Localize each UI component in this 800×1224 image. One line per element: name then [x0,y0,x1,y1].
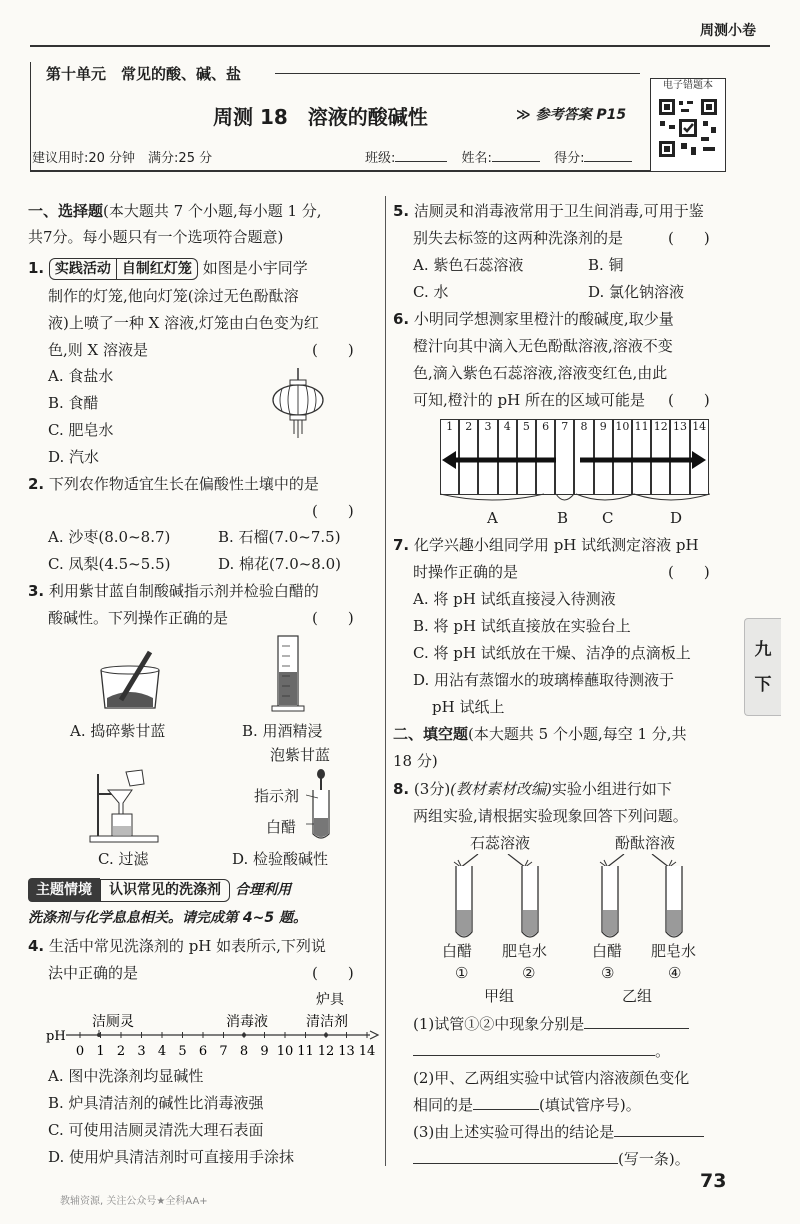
q4-number: 4. [28,937,45,955]
q8-sub3 [413,1120,704,1145]
tube-2 [522,866,538,937]
tube4-mark: ④ [668,964,682,982]
page-number: 73 [700,1170,727,1192]
q1-answer-paren[interactable]: ( ) [312,341,354,359]
q5-number: 5. [393,202,410,220]
ph-strip-cell: 2 [459,419,478,495]
lantern-icon [270,368,326,444]
tube-4 [666,866,682,937]
ph-strip-cell: 8 [574,419,593,495]
q4-option-d: D. 使用炉具清洁剂时可直接用手涂抹 [48,1148,295,1166]
q8-sub1-text: (1)试管①②中现象分别是 [413,1015,585,1033]
q6-line1 [393,307,674,332]
q8-sub2a: (2)甲、乙两组实验中试管内溶液颜色变化 [413,1069,690,1087]
time-info: 建议用时:20 分钟 满分:25 分 [32,151,213,166]
ph-strip-cell: 12 [651,419,670,495]
ph-tick-label: 1 [96,1044,105,1059]
ph-region-d: D [670,509,683,527]
q2-option-b: B. 石榴(7.0~7.5) [218,528,341,546]
info-line [32,147,212,166]
q8-litmus-label: 石蕊溶液 [470,834,531,852]
test-tube-dropper-figure [306,768,336,844]
q7-option-d-cont: pH 试纸上 [432,698,505,716]
unit-title: 第十单元 常见的酸、碱、盐 [46,65,242,83]
footer-note: 教辅资源, 关注公众号★全科AA+ [60,1196,208,1207]
student-fields [365,147,632,166]
ph-strip-arrows [440,440,710,480]
q4-answer-paren[interactable]: ( ) [312,964,354,982]
ph-tick-label: 3 [137,1044,146,1059]
q1-line3: 液)上喷了一种 X 溶液,灯笼由白色变为红 [48,314,319,332]
ph-tick-label: 9 [260,1044,269,1059]
q8-sub2-end: (填试管序号)。 [539,1096,641,1114]
header-bottom-rule [30,170,650,172]
ph-tick-label: 14 [358,1044,376,1059]
q2-option-a: A. 沙枣(8.0~8.7) [48,528,171,546]
q3-option-c: C. 过滤 [98,850,149,868]
ph-strip-cell: 3 [478,419,497,495]
q1-option-c: C. 肥皂水 [48,421,114,439]
section2-title: 二、填空题 [393,725,469,743]
q8-sub2-blank[interactable] [473,1109,539,1110]
q4-line2: 法中正确的是 [48,964,139,982]
tube2-label: 肥皂水 [502,942,548,960]
q7-answer-paren[interactable]: ( ) [668,563,710,581]
score-label: 得分: [554,151,585,166]
answer-ref-text: 参考答案 P15 [535,107,627,123]
q4-text1: 生活中常见洗涤剂的 pH 如表所示,下列说 [48,937,326,955]
q5-text1: 洁厕灵和消毒液常用于卫生间消毒,可用于鉴 [413,202,704,220]
ph-region-b: B [557,509,569,527]
q2-option-d: D. 棉花(7.0~8.0) [218,555,342,573]
graduated-cylinder-figure [270,634,310,714]
q6-line4: 可知,橙汁的 pH 所在的区域可能是 [413,391,645,409]
name-field[interactable] [492,161,540,162]
q8-number: 8. [393,780,410,798]
ph-strip-cell: 5 [517,419,536,495]
theme-text2: 洗涤剂与化学息息相关。请完成第 4~5 题。 [28,910,307,926]
q3-label-vinegar: 白醋 [266,818,297,836]
q8-sub1-blank1[interactable] [584,1028,689,1029]
q2-answer-paren[interactable]: ( ) [312,502,354,520]
page-title: 周测 18 溶液的酸碱性 [213,105,428,129]
q8-test-tubes-figure [440,854,700,944]
q8-sub3-end: (写一条)。 [618,1150,690,1168]
theme-tag-topic: 认识常见的洗涤剂 [100,879,230,902]
q2-number: 2. [28,475,45,493]
header-left-bracket [30,62,31,170]
ph-tick-label: 7 [219,1044,228,1059]
theme-text1: 合理利用 [235,882,292,898]
q8-source: (教材素材改编) [450,780,552,798]
q3-line2: 酸碱性。下列操作正确的是 [48,609,229,627]
q1-line1 [28,256,308,281]
q3-option-a: A. 捣碎紫甘蓝 [70,722,166,740]
q7-line2: 时操作正确的是 [413,563,519,581]
q6-line2: 橙汁向其中滴入无色酚酞溶液,溶液不变 [413,337,673,355]
q3-option-b-line2: 泡紫甘蓝 [270,746,331,764]
section1-desc2: 共7分。每小题只有一个选项符合题意) [28,228,284,246]
ph-tick-label: 13 [338,1044,355,1059]
column-divider [385,196,386,1166]
q8-sub3-blank2[interactable] [413,1163,618,1164]
q3-answer-paren[interactable]: ( ) [312,609,354,627]
section1-heading [28,199,322,224]
class-field[interactable] [395,161,447,162]
q8-line1 [393,777,672,802]
q4-option-b: B. 炉具清洁剂的碱性比消毒液强 [48,1094,264,1112]
q2-line1 [28,472,319,497]
top-rule [30,45,770,47]
qr-code-icon[interactable] [657,97,719,159]
q3-number: 3. [28,582,45,600]
q8-sub1-cont [413,1039,670,1064]
ph-region-a: A [487,509,498,527]
section1-title: 一、选择题 [28,202,104,220]
ph-tick-label: 11 [297,1044,314,1059]
q8-text1: 实验小组进行如下 [551,780,672,798]
ph-tick-label: 12 [317,1044,335,1059]
side-tab-char2: 下 [754,675,772,695]
q8-sub3-blank1[interactable] [614,1136,704,1137]
ph-strip-cell: 9 [594,419,613,495]
unit-rule [275,73,640,74]
q8-line2: 两组实验,请根据实验现象回答下列问题。 [413,807,688,825]
q3-text1: 利用紫甘蓝自制酸碱指示剂并检验白醋的 [48,582,319,600]
q4-line1 [28,934,326,959]
q8-points: (3分) [413,780,451,798]
tube1-label: 白醋 [442,942,473,960]
tube-1 [456,866,472,937]
ph-tick-label: 2 [116,1044,126,1059]
q1-option-a: A. 食盐水 [48,367,114,385]
ph-region-c: C [602,509,614,527]
q2-text1: 下列农作物适宜生长在偏酸性土壤中的是 [48,475,319,493]
mortar-pestle-figure [95,650,165,712]
q8-sub3-cont [413,1147,690,1172]
q3-option-b-line1: B. 用酒精浸 [242,722,323,740]
q7-number: 7. [393,536,410,554]
q1-number: 1. [28,259,45,277]
q1-badge-lantern: 自制红灯笼 [117,258,198,280]
tube3-mark: ③ [601,964,615,982]
ph-label-stove2: 清洁剂 [306,1014,348,1030]
q7-option-d: D. 用沾有蒸馏水的玻璃棒蘸取待测液于 [413,671,675,689]
group-b-label: 乙组 [622,987,653,1005]
tube2-mark: ② [522,964,536,982]
q7-text1: 化学兴趣小组同学用 pH 试纸测定溶液 pH [413,536,699,554]
score-field[interactable] [584,161,632,162]
ph-tick-label: 10 [276,1044,294,1059]
ph-label-toilet-cleaner: 洁厕灵 [92,1014,134,1030]
filtration-figure [88,768,164,844]
ph-scale-figure [40,986,380,1062]
answer-ref [516,104,626,124]
q1-badge-practice: 实践活动 [49,258,117,280]
tube3-label: 白醋 [592,942,623,960]
q8-sub2b [413,1093,641,1118]
ph-tick-label: 0 [75,1044,85,1059]
ph-strip-cell: 7 [555,419,574,495]
qr-box [650,78,726,172]
name-label: 姓名: [461,151,492,166]
q8-phenol-label: 酚酞溶液 [615,834,676,852]
ph-label-disinfectant: 消毒液 [226,1014,268,1030]
section1-desc1: (本大题共 7 个小题,每小题 1 分, [103,202,322,220]
q3-option-d: D. 检验酸碱性 [232,850,329,868]
grade-side-tab [744,618,781,716]
q5-option-a: A. 紫色石蕊溶液 [413,256,524,274]
tube4-label: 肥皂水 [651,942,697,960]
q3-label-indicator: 指示剂 [254,787,300,805]
q5-line1 [393,199,704,224]
q6-number: 6. [393,310,410,328]
q1-option-b: B. 食醋 [48,394,99,412]
ph-strip-cell: 13 [670,419,689,495]
q1-line2: 制作的灯笼,他向灯笼(涂过无色酚酞溶 [48,287,299,305]
ph-tick-label: 6 [198,1044,208,1059]
q7-option-a: A. 将 pH 试纸直接浸入待测液 [413,590,616,608]
q6-answer-paren[interactable]: ( ) [668,391,710,409]
q3-line1 [28,579,319,604]
ph-label-stove1: 炉具 [316,992,344,1008]
ph-strip-cell: 6 [536,419,555,495]
q6-text1: 小明同学想测家里橙汁的酸碱度,取少量 [413,310,674,328]
q7-option-b: B. 将 pH 试纸直接放在实验台上 [413,617,631,635]
q4-option-a: A. 图中洗涤剂均显碱性 [48,1067,204,1085]
q8-sub3-text: (3)由上述实验可得出的结论是 [413,1123,615,1141]
q2-option-c: C. 凤梨(4.5~5.5) [48,555,171,573]
q5-option-b: B. 铜 [588,256,624,274]
tube-3 [602,866,618,937]
ph-axis-label: pH [46,1029,66,1044]
ph-strip-cell: 11 [632,419,651,495]
ph-strip-cell: 10 [613,419,632,495]
qr-label: 电子错题本 [663,80,713,91]
theme-tag-label: 主题情境 [28,878,100,902]
q5-option-d: D. 氯化钠溶液 [588,283,685,301]
q5-answer-paren[interactable]: ( ) [668,229,710,247]
q8-sub1-end: 。 [655,1042,671,1060]
section2-heading [393,722,687,747]
q8-sub2-text: 相同的是 [413,1096,474,1114]
ph-strip-cell: 14 [690,419,709,495]
class-label: 班级: [365,151,396,166]
group-a-label: 甲组 [484,987,515,1005]
q5-option-c: C. 水 [413,283,449,301]
q5-line2: 别失去标签的这两种洗涤剂的是 [413,229,624,247]
q8-sub1 [413,1012,689,1037]
section2-desc1: (本大题共 5 个小题,每空 1 分,共 [468,725,687,743]
q6-line3: 色,滴入紫色石蕊溶液,溶液变红色,由此 [413,364,668,382]
ph-strip-cell: 1 [440,419,459,495]
ph-tick-label: 8 [239,1044,249,1059]
q7-line1 [393,533,699,558]
side-tab-char1: 九 [754,640,772,660]
q1-text1: 如图是小宇同学 [202,259,308,277]
q4-option-c: C. 可使用洁厕灵清洗大理石表面 [48,1121,264,1139]
q1-option-d: D. 汽水 [48,448,100,466]
ph-tick-label: 4 [157,1044,167,1059]
q1-line4: 色,则 X 溶液是 [48,341,148,359]
corner-label: 周测小卷 [700,23,756,39]
ph-strip-cell: 4 [498,419,517,495]
q8-sub1-blank2[interactable] [413,1055,655,1056]
section2-desc2: 18 分) [393,752,438,770]
q7-option-c: C. 将 pH 试纸放在干燥、洁净的点滴板上 [413,644,691,662]
tube1-mark: ① [455,964,469,982]
theme-banner [28,878,291,902]
ph-tick-label: 5 [178,1044,187,1059]
double-arrow-icon: ≫ [516,107,531,123]
